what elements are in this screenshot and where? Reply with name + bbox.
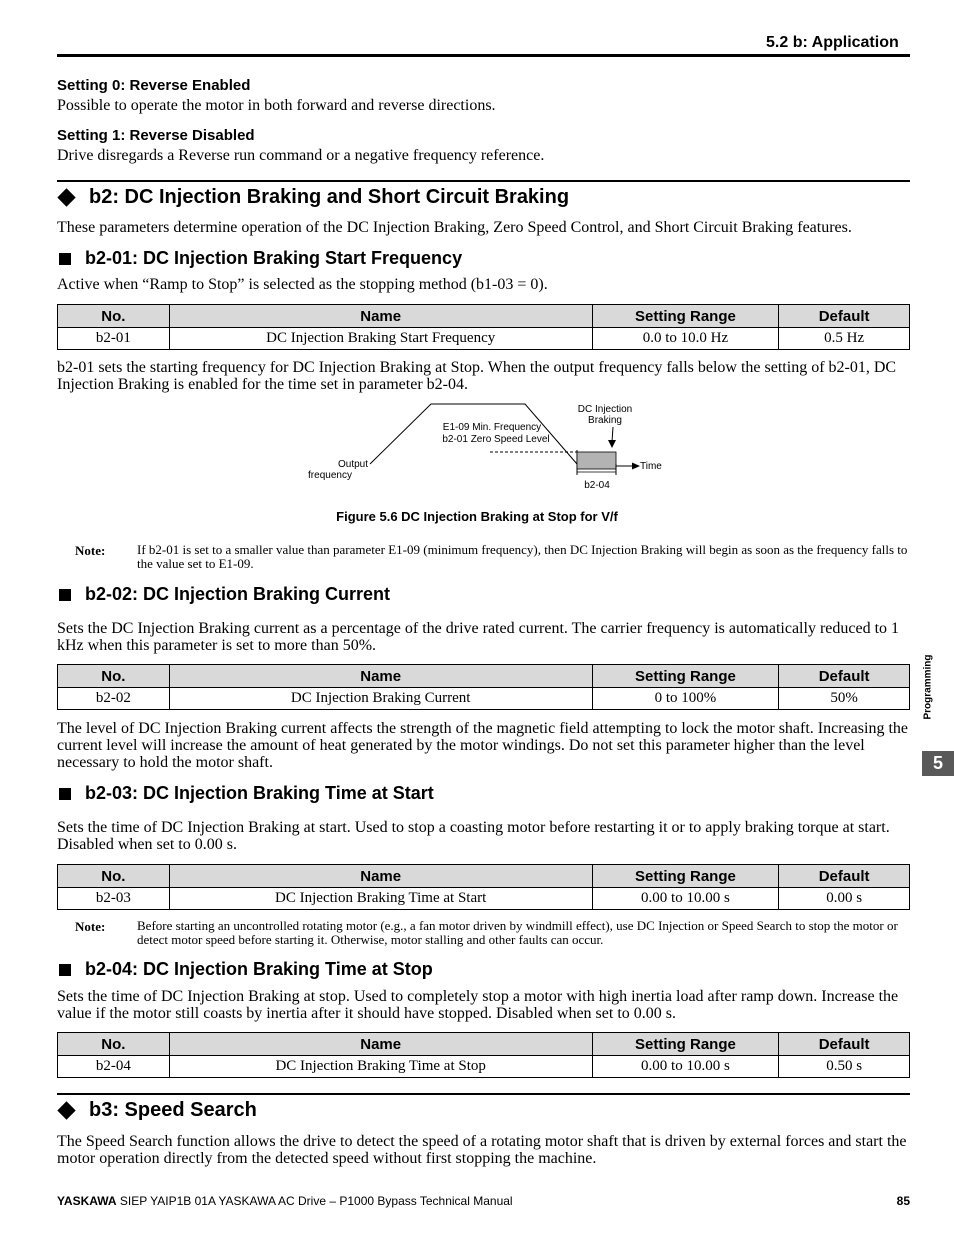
cell-name: DC Injection Braking Start Frequency bbox=[169, 328, 592, 350]
side-section-label: Programming bbox=[922, 654, 934, 720]
dc-injection-pointer-line bbox=[612, 427, 613, 442]
note-1-text: If b2-01 is set to a smaller value than parameter E1-09 (minimum frequency), then DC Injection Braking will begin as soon as the frequency falls to the value set to E1-09. bbox=[137, 542, 908, 571]
label-time: Time bbox=[640, 461, 662, 472]
note-2-text: Before starting an uncontrolled rotating motor (e.g., a fan motor driven by windmill effect), use DC Injection or Speed Search to stop the motor or detect motor speed before starting it. Otherwise, motor stalling and other faults can occur. bbox=[137, 918, 898, 947]
square-bullet-icon bbox=[59, 964, 71, 976]
col-header-range: Setting Range bbox=[592, 665, 779, 688]
param-table-b2-01 bbox=[57, 304, 910, 350]
param-heading-b2-03-text: b2-03: DC Injection Braking Time at Start bbox=[85, 783, 434, 803]
cell-range: 0.00 to 10.00 s bbox=[592, 1056, 779, 1078]
square-bullet-icon bbox=[59, 788, 71, 800]
note-2-label: Note: bbox=[75, 919, 106, 934]
setting-1-heading: Setting 1: Reverse Disabled bbox=[57, 127, 255, 144]
label-e1-09: E1-09 Min. Frequency bbox=[442, 422, 542, 433]
param-heading-b2-02-text: b2-02: DC Injection Braking Current bbox=[85, 584, 391, 604]
header-rule bbox=[57, 54, 910, 57]
cell-default: 50% bbox=[779, 688, 910, 710]
col-header-range: Setting Range bbox=[592, 305, 779, 328]
setting-0-heading: Setting 0: Reverse Enabled bbox=[57, 77, 251, 94]
param-heading-b2-01-text: b2-01: DC Injection Braking Start Frequency bbox=[85, 248, 463, 268]
param-table-b2-03 bbox=[57, 864, 910, 910]
b3-intro: The Speed Search function allows the drive to detect the speed of a rotating motor shaft that is driven by external forces and start the motor operation directly from the detected speed without first stopping the machine. bbox=[57, 1133, 907, 1167]
dc-injection-braking-diagram bbox=[290, 396, 690, 496]
section-header: 5.2 b: Application bbox=[766, 34, 899, 51]
param-table-b2-04 bbox=[57, 1032, 910, 1078]
col-header-default: Default bbox=[779, 665, 910, 688]
setting-1-text: Drive disregards a Reverse run command or a negative frequency reference. bbox=[57, 147, 545, 164]
b2-intro: These parameters determine operation of the DC Injection Braking, Zero Speed Control, and Short Circuit Braking features. bbox=[57, 219, 852, 236]
label-b2-04: b2-04 bbox=[584, 480, 610, 491]
cell-name: DC Injection Braking Time at Start bbox=[169, 888, 592, 910]
section-heading-b3-text: b3: Speed Search bbox=[89, 1099, 257, 1121]
diamond-icon bbox=[57, 188, 75, 206]
label-b2-01: b2-01 Zero Speed Level bbox=[442, 434, 550, 445]
diamond-icon bbox=[57, 1101, 75, 1119]
col-header-default: Default bbox=[779, 865, 910, 888]
dc-injection-pointer-arrow-icon bbox=[608, 440, 616, 448]
section-heading-b3 bbox=[57, 1099, 257, 1122]
setting-0-text: Possible to operate the motor in both forward and reverse directions. bbox=[57, 97, 496, 114]
label-braking: Braking bbox=[588, 415, 622, 426]
footer-doc-title: SIEP YAIP1B 01A YASKAWA AC Drive – P1000 Bypass Technical Manual bbox=[116, 1194, 513, 1208]
col-header-range: Setting Range bbox=[592, 865, 779, 888]
b2-04-intro: Sets the time of DC Injection Braking at stop. Used to completely stop a motor with high inertia load after ramp down. Increase the value if the motor still coasts by inertia after it should have stopped. Disabled when set to 0.00 s. bbox=[57, 988, 899, 1022]
col-header-no: No. bbox=[58, 865, 170, 888]
page-number: 85 bbox=[896, 1194, 910, 1208]
note-1-label: Note: bbox=[75, 543, 106, 558]
cell-no: b2-01 bbox=[58, 328, 170, 350]
table-row bbox=[58, 328, 910, 350]
table-row bbox=[58, 1056, 910, 1078]
cell-default: 0.5 Hz bbox=[779, 328, 910, 350]
param-heading-b2-03 bbox=[57, 783, 434, 804]
label-frequency: frequency bbox=[308, 470, 352, 481]
col-header-default: Default bbox=[779, 1033, 910, 1056]
col-header-name: Name bbox=[169, 665, 592, 688]
section-heading-b2 bbox=[57, 186, 569, 209]
section-rule-b3 bbox=[57, 1093, 910, 1095]
param-table-b2-02 bbox=[57, 664, 910, 710]
square-bullet-icon bbox=[59, 589, 71, 601]
param-heading-b2-04 bbox=[57, 959, 433, 980]
square-bullet-icon bbox=[59, 253, 71, 265]
col-header-name: Name bbox=[169, 305, 592, 328]
figure-caption: Figure 5.6 DC Injection Braking at Stop for V/f bbox=[336, 509, 618, 524]
col-header-name: Name bbox=[169, 865, 592, 888]
cell-range: 0.00 to 10.00 s bbox=[592, 888, 779, 910]
b2-03-intro: Sets the time of DC Injection Braking at start. Used to stop a coasting motor before restarting it or to apply braking torque at start. Disabled when set to 0.00 s. bbox=[57, 819, 890, 853]
cell-no: b2-04 bbox=[58, 1056, 170, 1078]
cell-default: 0.00 s bbox=[779, 888, 910, 910]
b2-02-intro: Sets the DC Injection Braking current as a percentage of the drive rated current. The carrier frequency is automatically reduced to 1 kHz when this parameter is set to more than 50%. bbox=[57, 620, 900, 654]
param-heading-b2-01 bbox=[57, 248, 462, 269]
dc-braking-block bbox=[577, 452, 616, 469]
footer-brand: YASKAWA bbox=[57, 1194, 117, 1208]
cell-range: 0.0 to 10.0 Hz bbox=[592, 328, 779, 350]
cell-name: DC Injection Braking Time at Stop bbox=[169, 1056, 592, 1078]
section-rule-b2 bbox=[57, 180, 910, 182]
label-dc-injection: DC Injection bbox=[577, 404, 633, 415]
col-header-no: No. bbox=[58, 665, 170, 688]
b2-02-description: The level of DC Injection Braking current affects the strength of the magnetic field attempting to lock the motor shaft. Increasing the current level will increase the amount of heat generated by the motor windings. Do not set this parameter higher than the level necessary to hold the motor shaft. bbox=[57, 720, 908, 771]
param-heading-b2-04-text: b2-04: DC Injection Braking Time at Stop bbox=[85, 959, 433, 979]
col-header-default: Default bbox=[779, 305, 910, 328]
label-output: Output bbox=[337, 459, 369, 470]
cell-no: b2-02 bbox=[58, 688, 170, 710]
param-heading-b2-02 bbox=[57, 584, 390, 605]
cell-range: 0 to 100% bbox=[592, 688, 779, 710]
cell-default: 0.50 s bbox=[779, 1056, 910, 1078]
cell-no: b2-03 bbox=[58, 888, 170, 910]
cell-name: DC Injection Braking Current bbox=[169, 688, 592, 710]
col-header-no: No. bbox=[58, 305, 170, 328]
col-header-no: No. bbox=[58, 1033, 170, 1056]
chapter-tab: 5 bbox=[922, 751, 954, 776]
col-header-range: Setting Range bbox=[592, 1033, 779, 1056]
b2-01-intro: Active when “Ramp to Stop” is selected as the stopping method (b1-03 = 0). bbox=[57, 276, 548, 293]
footer-doc bbox=[57, 1194, 513, 1208]
time-axis-arrow-icon bbox=[632, 463, 640, 470]
b2-01-description: b2-01 sets the starting frequency for DC Injection Braking at Stop. When the output frequency falls below the setting of b2-01, DC Injection Braking is enabled for the time set in parameter b2-04. bbox=[57, 359, 897, 393]
table-row bbox=[58, 888, 910, 910]
section-heading-b2-text: b2: DC Injection Braking and Short Circuit Braking bbox=[89, 186, 570, 208]
table-row bbox=[58, 688, 910, 710]
col-header-name: Name bbox=[169, 1033, 592, 1056]
